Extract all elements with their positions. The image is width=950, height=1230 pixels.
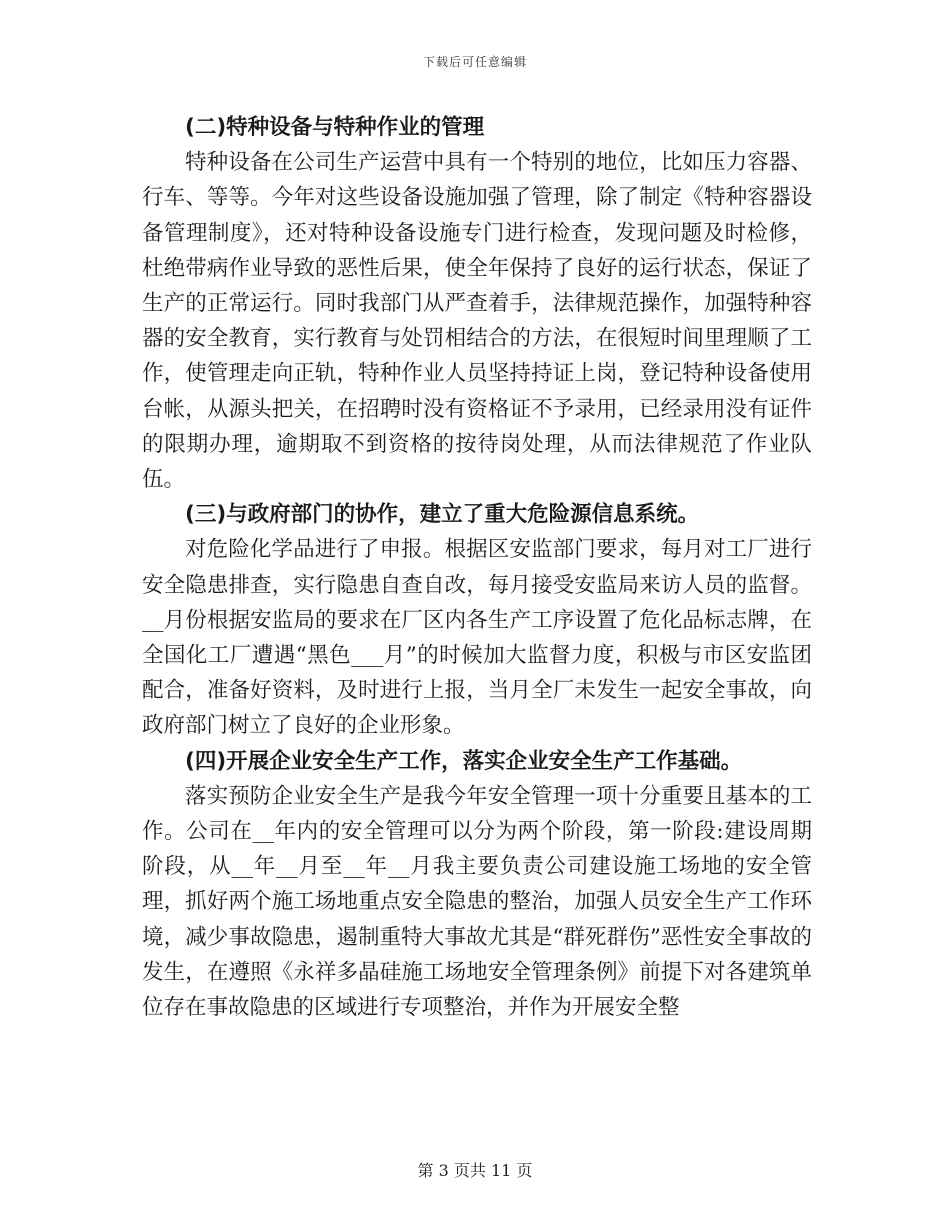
section-paragraph: 对危险化学品进行了申报。根据区安监部门要求，每月对工厂进行安全隐患排查，实行隐患自查自改，每月接受安监局来访人员的监督。__月份根据安监局的要求在厂区内各生产工序设置了危化品标志牌，在全国化工厂遭遇“黑色___月”的时候加大监督力度，积极与市区安监团配合，准备好资料，及时进行上报，当月全厂未发生一起安全事故，向政府部门树立了良好的企业形象。 <box>142 537 812 739</box>
section-heading: (二)特种设备与特种作业的管理 <box>185 115 485 140</box>
page-header: 下载后可任意编辑 <box>422 55 527 69</box>
section-heading: (四)开展企业安全生产工作，落实企业安全生产工作基础。 <box>185 748 743 774</box>
section-paragraph: 落实预防企业安全生产是我今年安全管理一项十分重要且基本的工作。公司在__年内的安全管理可以分为两个阶段，第一阶段:建设周期阶段，从__年__月至__年__月我主要负责公司建设施工场地的安全管理，抓好两个施工场地重点安全隐患的整治，加强人员安全生产工作环境，减少事故隐患，遏制重特大事故尤其是“群死群伤”恶性安全事故的发生，在遵照《永祥多晶硅施工场地安全管理条例》前提下对各建筑单位存在事故隐患的区域进行专项整治，并作为开展安全整 <box>142 783 812 1021</box>
section-heading: (三)与政府部门的协作，建立了重大危险源信息系统。 <box>185 502 700 528</box>
section-paragraph: 特种设备在公司生产运营中具有一个特别的地位，比如压力容器、行车、等等。今年对这些设备设施加强了管理，除了制定《特种容器设备管理制度》，还对特种设备设施专门进行检查，发现问题及时检修，杜绝带病作业导致的恶性后果，使全年保持了良好的运行状态，保证了生产的正常运行。同时我部门从严查着手，法律规范操作，加强特种容器的安全教育，实行教育与处罚相结合的方法，在很短时间里理顺了工作，使管理走向正轨，特种作业人员坚持持证上岗，登记特种设备使用台帐，从源头把关，在招聘时没有资格证不予录用，已经录用没有证件的限期办理，逾期取不到资格的按待岗处理，从而法律规范了作业队伍。 <box>142 150 812 493</box>
document-body <box>142 110 812 1025</box>
page-footer: 第 3 页共 11 页 <box>417 1161 533 1180</box>
